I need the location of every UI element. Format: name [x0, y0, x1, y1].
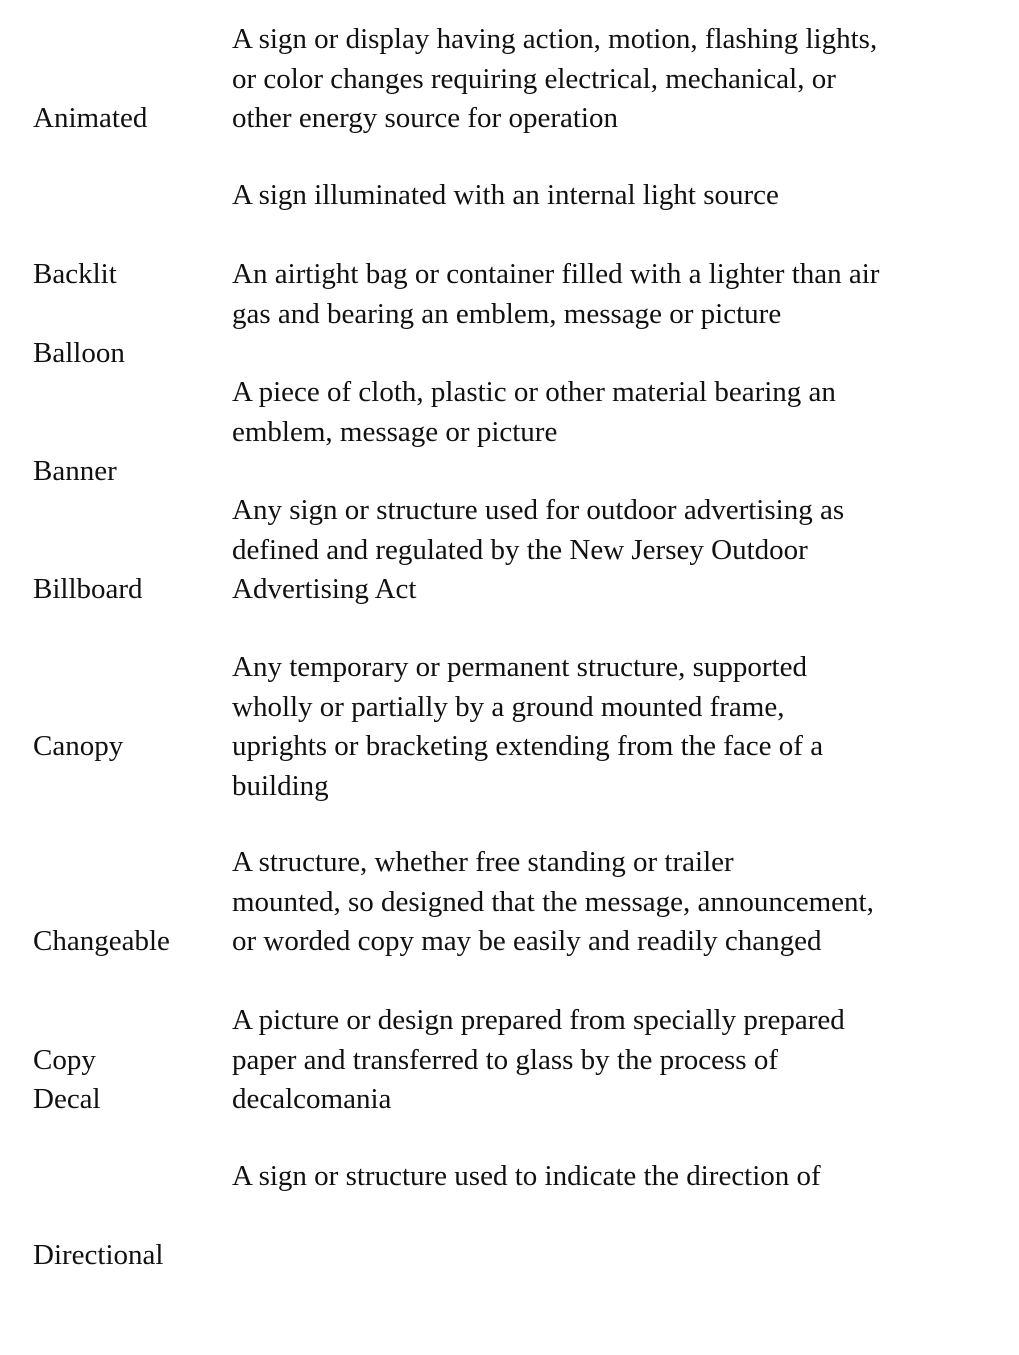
- definition-line: uprights or bracketing extending from the face of a: [232, 730, 824, 762]
- definition-line: A sign or structure used to indicate the direction of: [232, 1160, 821, 1192]
- term: [33, 1157, 223, 1355]
- definition-line: building: [232, 769, 329, 802]
- definition: [232, 373, 992, 452]
- term-line: Copy: [33, 1043, 96, 1076]
- definition-line: paper and transferred to glass by the process of: [232, 1043, 778, 1076]
- definition: [232, 20, 992, 139]
- definition-line: A picture or design prepared from specially prepared: [232, 1004, 845, 1036]
- definition-line: Advertising Act: [232, 573, 417, 605]
- definition-line: other energy source for operation: [232, 102, 618, 134]
- term-line: Changeable: [33, 925, 170, 957]
- definition-line: or worded copy may be easily and readily changed: [232, 925, 822, 957]
- term-line: Directional: [33, 1239, 164, 1271]
- definition-line: gas and bearing an emblem, message or picture: [232, 297, 782, 330]
- definition-line: Any temporary or permanent structure, supported: [232, 651, 807, 683]
- definition-line: emblem, message or picture: [232, 415, 558, 448]
- definition-line: A piece of cloth, plastic or other material bearing an: [232, 376, 836, 408]
- definition-line: An airtight bag or container filled with a lighter than air: [232, 258, 880, 290]
- term-line: Canopy: [33, 730, 124, 762]
- definition: [232, 491, 992, 610]
- definition: [232, 255, 992, 334]
- definition: [232, 843, 992, 962]
- definition-line: wholly or partially by a ground mounted frame,: [232, 690, 785, 723]
- term-line: Billboard: [33, 573, 143, 605]
- definition: [232, 1157, 992, 1197]
- definition-line: or color changes requiring electrical, mechanical, or: [232, 62, 836, 95]
- term-line: Balloon: [33, 337, 125, 369]
- term: [33, 648, 223, 846]
- definition: [232, 1001, 992, 1120]
- definition-line: mounted, so designed that the message, announcement,: [232, 885, 874, 918]
- definition: [232, 176, 992, 216]
- definition-line: A structure, whether free standing or trailer: [232, 846, 734, 878]
- definition-line: A sign or display having action, motion, flashing lights,: [232, 23, 878, 55]
- term-line: Backlit: [33, 258, 117, 290]
- definition-line: A sign illuminated with an internal light source: [232, 179, 779, 211]
- definition-line: defined and regulated by the New Jersey Outdoor: [232, 533, 808, 566]
- term-line: Banner: [33, 455, 117, 487]
- definition-line: decalcomania: [232, 1083, 392, 1115]
- term-line: Decal: [33, 1083, 101, 1115]
- definition: [232, 648, 992, 806]
- term-line: Animated: [33, 102, 148, 134]
- definition-line: Any sign or structure used for outdoor advertising as: [232, 494, 845, 526]
